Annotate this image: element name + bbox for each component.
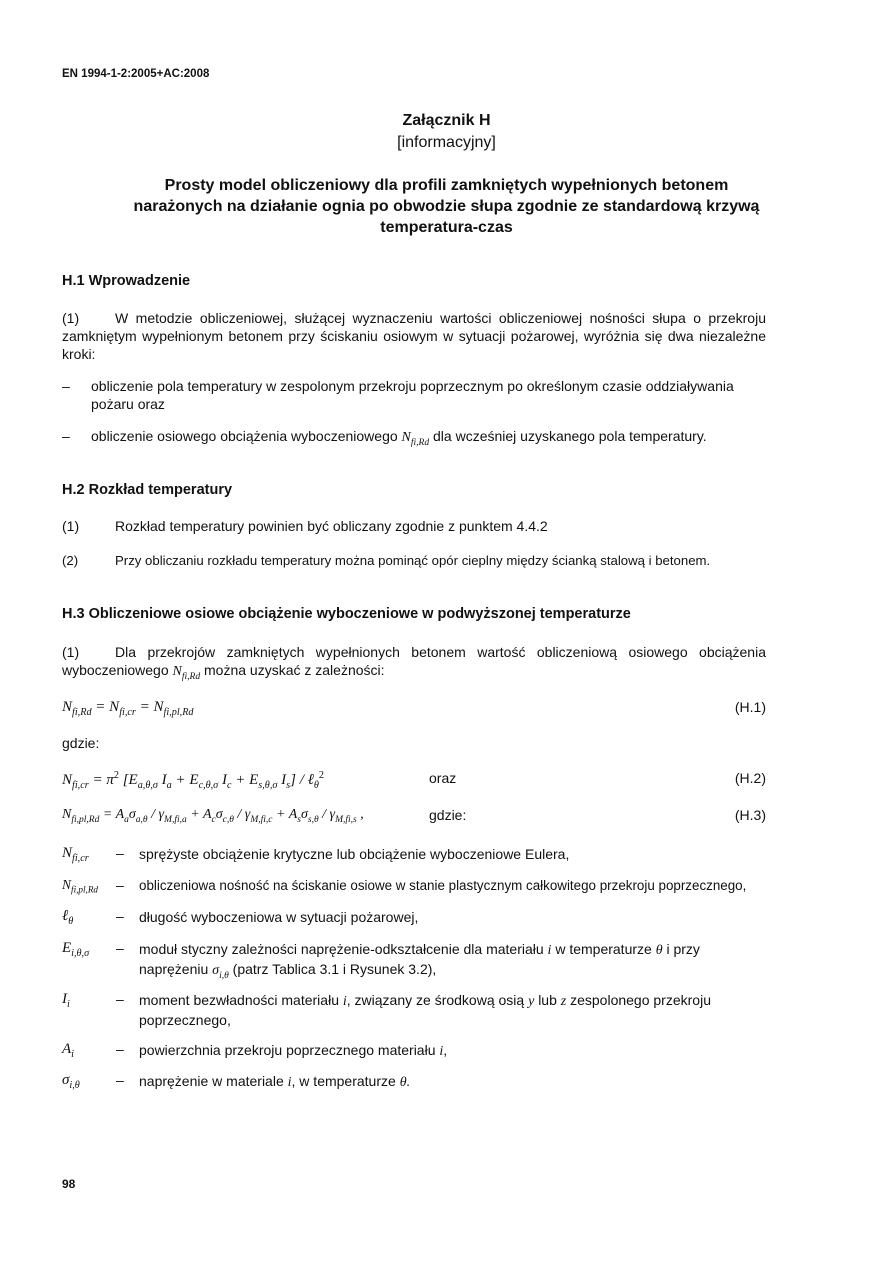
definition-text: moduł styczny zależności naprężenie-odkształcenie dla materiału i w temperaturze θ i przy naprężeniu $\sigma_{i,\theta}$ (patrz Tablica 3.1 i Rysunek 3.2), — [139, 941, 700, 981]
symbol: $E_{i,\theta,\sigma}$ — [62, 940, 90, 959]
paragraph-text: można uzyskać z zależności: — [204, 662, 385, 678]
symbol: $N_{fi,cr}$ — [62, 845, 89, 864]
equation-h2 — [62, 770, 766, 790]
definition-dash: – — [116, 908, 124, 924]
definition-text: powierzchnia przekroju poprzecznego materiału i, — [139, 1042, 448, 1059]
text-part: (patrz Tablica 3.1 i Rysunek 3.2), — [232, 961, 437, 977]
paragraph-text: W metodzie obliczeniowej, służącej wyznaczeniu wartości obliczeniowej nośności słupa o przekroju zamkniętym wypełnionym betonem przy ściskaniu osiowym w sytuacji pożarowej, wyróżnia się dwa niezależne kroki: — [62, 310, 766, 362]
paragraph-text: Dla przekrojów zamkniętych wypełnionych betonem wartość obliczeniową osiowego obciążenia wyboczeniowego — [62, 644, 766, 678]
text-part: moduł styczny zależności naprężenie-odkształcenie dla materiału — [139, 941, 544, 957]
bullet-text — [91, 427, 766, 452]
text-part: w temperaturze — [555, 941, 652, 957]
definition-dash: – — [116, 991, 124, 1007]
section-heading-h2: H.2 Rozkład temperatury — [62, 482, 233, 498]
main-title-line-3: temperatura-czas — [380, 219, 513, 236]
text-part: moment bezwładności materiału — [139, 992, 339, 1008]
equation-connector: oraz — [429, 770, 457, 786]
definition-text: obliczeniowa nośność na ściskanie osiowe w stanie plastycznym całkowitego przekroju poprzecznego, — [139, 878, 747, 893]
symbol: $A_i$ — [62, 1041, 75, 1060]
paragraph-number: (1) — [62, 644, 80, 660]
main-title-line-1: Prosty model obliczeniowy dla profili zamkniętych wypełnionych betonem — [164, 177, 729, 194]
text-part: powierzchnia przekroju poprzecznego materiału — [139, 1042, 436, 1058]
paragraph-number: (1) — [62, 518, 80, 534]
paragraph-number: (1) — [62, 310, 80, 326]
text-part: zespolonego przekroju poprzecznego, — [139, 992, 711, 1028]
where-label: gdzie: — [62, 735, 100, 751]
definition-dash: – — [116, 940, 124, 956]
text-part: lub — [538, 992, 557, 1008]
paragraph-text: Rozkład temperatury powinien być obliczany zgodnie z punktem 4.4.2 — [115, 518, 548, 534]
symbol-n-fi-rd: $N_{fi,Rd}$ — [401, 430, 430, 448]
bullet-text-part: dla wcześniej uzyskanego pola temperatury. — [433, 428, 707, 444]
paragraph-text: Przy obliczaniu rozkładu temperatury można pominąć opór cieplny między ścianką stalową i betonem. — [115, 553, 711, 568]
equation-formula: $N_{fi,pl,Rd} = A_a\sigma_{a,\theta} / \gamma_{M,fi,a} + A_c\sigma_{c,\theta} / \gamma_{M,fi,c} + A_s\sigma_{s,\theta} / \gamma_{M,fi,s}$ , — [62, 807, 364, 825]
equation-number: (H.3) — [734, 807, 766, 823]
text-part: naprężenie w materiale — [139, 1073, 284, 1089]
symbol: $I_i$ — [62, 991, 70, 1010]
text-part: , w temperaturze — [291, 1073, 396, 1089]
equation-formula: $N_{fi,Rd} = N_{fi,cr} = N_{fi,pl,Rd}$ — [62, 699, 194, 718]
section-heading-h3: H.3 Obliczeniowe osiowe obciążenie wyboczeniowe w podwyższonej temperaturze — [62, 606, 631, 622]
page-number: 98 — [62, 1177, 76, 1191]
definition-text: naprężenie w materiale i, w temperaturze θ. — [139, 1073, 411, 1090]
definition-dash: – — [116, 877, 124, 893]
equation-number: (H.2) — [734, 770, 766, 786]
paragraph-number: (2) — [62, 553, 79, 568]
symbol-n-fi-rd: $N_{fi,Rd}$ — [172, 664, 201, 682]
h3-paragraph-1 — [62, 643, 766, 686]
bullet-dash: – — [62, 378, 70, 394]
annex-title: Załącznik H — [402, 112, 491, 129]
equation-h3 — [62, 807, 766, 827]
bullet-text: obliczenie pola temperatury w zespolonym przekroju poprzecznym po określonym czasie oddziaływania pożaru oraz — [91, 378, 734, 412]
equation-number: (H.1) — [734, 699, 766, 715]
definition-text: moment bezwładności materiału i, związany ze środkową osią y lub z zespolonego przekroju poprzecznego, — [139, 992, 711, 1028]
h2-paragraph-1 — [62, 517, 766, 535]
h2-paragraph-2 — [62, 552, 766, 570]
text-part: , związany ze środkową osią — [346, 992, 525, 1008]
annex-main-title — [0, 175, 893, 238]
h1-bullet-2 — [62, 427, 766, 452]
definition-dash: – — [116, 845, 124, 861]
bullet-dash: – — [62, 428, 70, 444]
symbol: $N_{fi,pl,Rd}$ — [62, 877, 99, 895]
equation-h1 — [62, 699, 766, 719]
annex-subtitle: [informacyjny] — [397, 134, 496, 151]
section-heading-h1: H.1 Wprowadzenie — [62, 273, 191, 289]
h1-paragraph-1 — [62, 309, 766, 363]
symbol: ℓ$_\theta$ — [62, 908, 74, 927]
definition-text: sprężyste obciążenie krytyczne lub obciążenie wyboczeniowe Eulera, — [139, 846, 570, 862]
equation-connector: gdzie: — [429, 807, 467, 823]
definition-dash: – — [116, 1072, 124, 1088]
equation-formula: $N_{fi,cr} = \pi^2$ [$E_{a,\theta,\sigma}$ $I_a + E_{c,\theta,\sigma}$ $I_c + E_{s,\theta,\sigma}$ $I_s$] / ℓ$_\theta^2$ — [62, 770, 324, 791]
main-title-line-2: narażonych na działanie ognia po obwodzie słupa zgodnie ze standardową krzywą — [133, 198, 760, 215]
document-standard-id: EN 1994-1-2:2005+AC:2008 — [62, 68, 210, 80]
symbol: $\sigma_{i,\theta}$ — [62, 1072, 80, 1091]
bullet-text-part: obliczenie osiowego obciążenia wyboczeniowego — [91, 428, 398, 444]
h1-bullet-1 — [62, 377, 766, 413]
definition-text: długość wyboczeniowa w sytuacji pożarowej, — [139, 909, 419, 925]
text-part: i przy naprężeniu — [139, 941, 700, 977]
definition-dash: – — [116, 1041, 124, 1057]
